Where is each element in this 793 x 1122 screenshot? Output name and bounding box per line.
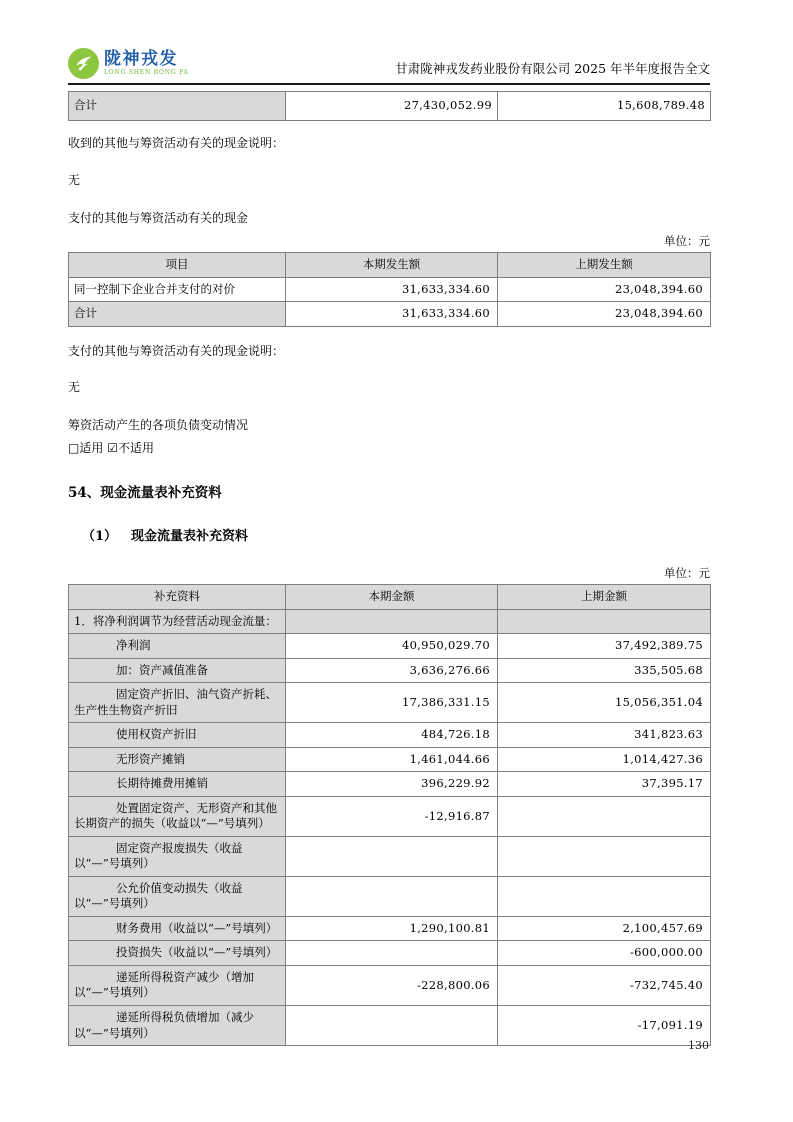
previous-amount-cell [498, 836, 711, 876]
row-label-cell: 处置固定资产、无形资产和其他长期资产的损失（收益以“—”号填列） [69, 796, 286, 836]
applicable-option [68, 441, 103, 455]
previous-amount-cell: 2,100,457.69 [498, 916, 711, 941]
column-header-current: 本期金额 [286, 585, 498, 610]
page-number: 130 [688, 1039, 709, 1052]
row-label-cell: 财务费用（收益以“—”号填列） [69, 916, 286, 941]
column-header-current: 本期发生额 [286, 253, 498, 278]
not-applicable-option [107, 441, 154, 455]
row-label-cell: 投资损失（收益以“—”号填列） [69, 941, 286, 966]
table-row [69, 941, 711, 966]
row-label-cell: 长期待摊费用摊销 [69, 772, 286, 797]
previous-amount-cell: 335,505.68 [498, 658, 711, 683]
sub-heading [82, 525, 710, 544]
paid-cash-note-value: 无 [68, 379, 81, 394]
current-amount-cell: 17,386,331.15 [286, 683, 498, 723]
table-row [69, 634, 711, 659]
previous-amount-cell [498, 876, 711, 916]
brand-name-en: LONG SHEN RONG FA [104, 69, 189, 76]
row-label-cell: 无形资产摊销 [69, 747, 286, 772]
column-header-previous: 上期金额 [498, 585, 711, 610]
previous-amount-cell: -600,000.00 [498, 941, 711, 966]
previous-amount-cell: 23,048,394.60 [498, 302, 711, 327]
page-header [68, 48, 710, 79]
applicability-options [68, 439, 710, 456]
previous-amount-cell: -17,091.19 [498, 1005, 711, 1045]
sub-heading-number: （1） [82, 529, 118, 545]
column-header-supplement: 补充资料 [69, 585, 286, 610]
unit-label: 单位：元 [664, 234, 710, 249]
row-label-cell: 合计 [69, 92, 286, 121]
header-divider [68, 83, 710, 85]
table-row [69, 658, 711, 683]
previous-amount-cell [498, 796, 711, 836]
column-header-item: 项目 [69, 253, 286, 278]
logo-text [104, 51, 189, 76]
current-amount-cell: 3,636,276.66 [286, 658, 498, 683]
current-amount-cell: 1,290,100.81 [286, 916, 498, 941]
previous-amount-cell: 15,608,789.48 [498, 92, 711, 121]
row-label-cell: 合计 [69, 302, 286, 327]
current-amount-cell: 484,726.18 [286, 723, 498, 748]
supplement-table [68, 584, 711, 1046]
table-row [69, 965, 711, 1005]
table-row [69, 772, 711, 797]
current-amount-cell: -228,800.06 [286, 965, 498, 1005]
table-row [69, 876, 711, 916]
section-heading: 54、现金流量表补充资料 [68, 485, 222, 502]
current-amount-cell [286, 876, 498, 916]
bird-glyph-icon [73, 53, 94, 74]
payments-table [68, 252, 711, 327]
current-amount-cell [286, 941, 498, 966]
received-cash-note-caption: 收到的其他与筹资活动有关的现金说明： [68, 135, 285, 150]
row-label-cell: 递延所得税资产减少（增加以“—”号填列） [69, 965, 286, 1005]
total-fragment-table [68, 91, 711, 121]
company-logo [68, 48, 189, 79]
previous-amount-cell: 1,014,427.36 [498, 747, 711, 772]
current-amount-cell: 396,229.92 [286, 772, 498, 797]
table-row [69, 836, 711, 876]
brand-name-cn: 陇神戎发 [104, 49, 178, 69]
unit-label: 单位：元 [664, 566, 710, 581]
previous-amount-cell: 23,048,394.60 [498, 277, 711, 302]
unchecked-checkbox-icon: □ [68, 441, 80, 456]
column-header-previous: 上期发生额 [498, 253, 711, 278]
paid-cash-note-caption: 支付的其他与筹资活动有关的现金说明： [68, 343, 285, 358]
paid-other-cash-title: 支付的其他与筹资活动有关的现金 [68, 210, 249, 225]
current-amount-cell: -12,916.87 [286, 796, 498, 836]
current-amount-cell: 27,430,052.99 [286, 92, 498, 121]
previous-amount-cell: -732,745.40 [498, 965, 711, 1005]
table-row [69, 92, 711, 121]
sub-heading-text: 现金流量表补充资料 [131, 529, 249, 545]
table-row [69, 747, 711, 772]
row-label-cell: 递延所得税负债增加（减少以“—”号填列） [69, 1005, 286, 1045]
liability-changes-title: 筹资活动产生的各项负债变动情况 [68, 418, 249, 432]
previous-amount-cell [498, 609, 711, 634]
row-label-cell: 使用权资产折旧 [69, 723, 286, 748]
previous-amount-cell: 341,823.63 [498, 723, 711, 748]
table-header-row [69, 253, 711, 278]
table-row [69, 723, 711, 748]
table-header-row [69, 585, 711, 610]
current-amount-cell [286, 836, 498, 876]
not-applicable-option-label: 不适用 [117, 441, 154, 456]
current-amount-cell [286, 1005, 498, 1045]
previous-amount-cell: 15,056,351.04 [498, 683, 711, 723]
applicable-option-label: 适用 [79, 441, 104, 456]
table-row [69, 277, 711, 302]
row-label-cell: 1．将净利润调节为经营活动现金流量： [69, 609, 286, 634]
company-logo-icon [68, 48, 99, 79]
row-label-cell: 净利润 [69, 634, 286, 659]
row-label-cell: 固定资产报废损失（收益以“—”号填列） [69, 836, 286, 876]
table-row [69, 683, 711, 723]
current-amount-cell [286, 609, 498, 634]
previous-amount-cell: 37,492,389.75 [498, 634, 711, 659]
table-row [69, 796, 711, 836]
row-label-cell: 同一控制下企业合并支付的对价 [69, 277, 286, 302]
table-row [69, 916, 711, 941]
row-label-cell: 加：资产减值准备 [69, 658, 286, 683]
received-cash-note-value: 无 [68, 172, 81, 187]
row-label-cell: 固定资产折旧、油气资产折耗、生产性生物资产折旧 [69, 683, 286, 723]
previous-amount-cell: 37,395.17 [498, 772, 711, 797]
table-row [69, 1005, 711, 1045]
current-amount-cell: 31,633,334.60 [286, 302, 498, 327]
current-amount-cell: 40,950,029.70 [286, 634, 498, 659]
checked-checkbox-icon: ☑ [107, 441, 118, 456]
current-amount-cell: 31,633,334.60 [286, 277, 498, 302]
table-row [69, 609, 711, 634]
document-title: 甘肃陇神戎发药业股份有限公司 2025 年半年度报告全文 [395, 61, 710, 76]
table-row [69, 302, 711, 327]
current-amount-cell: 1,461,044.66 [286, 747, 498, 772]
row-label-cell: 公允价值变动损失（收益以“—”号填列） [69, 876, 286, 916]
